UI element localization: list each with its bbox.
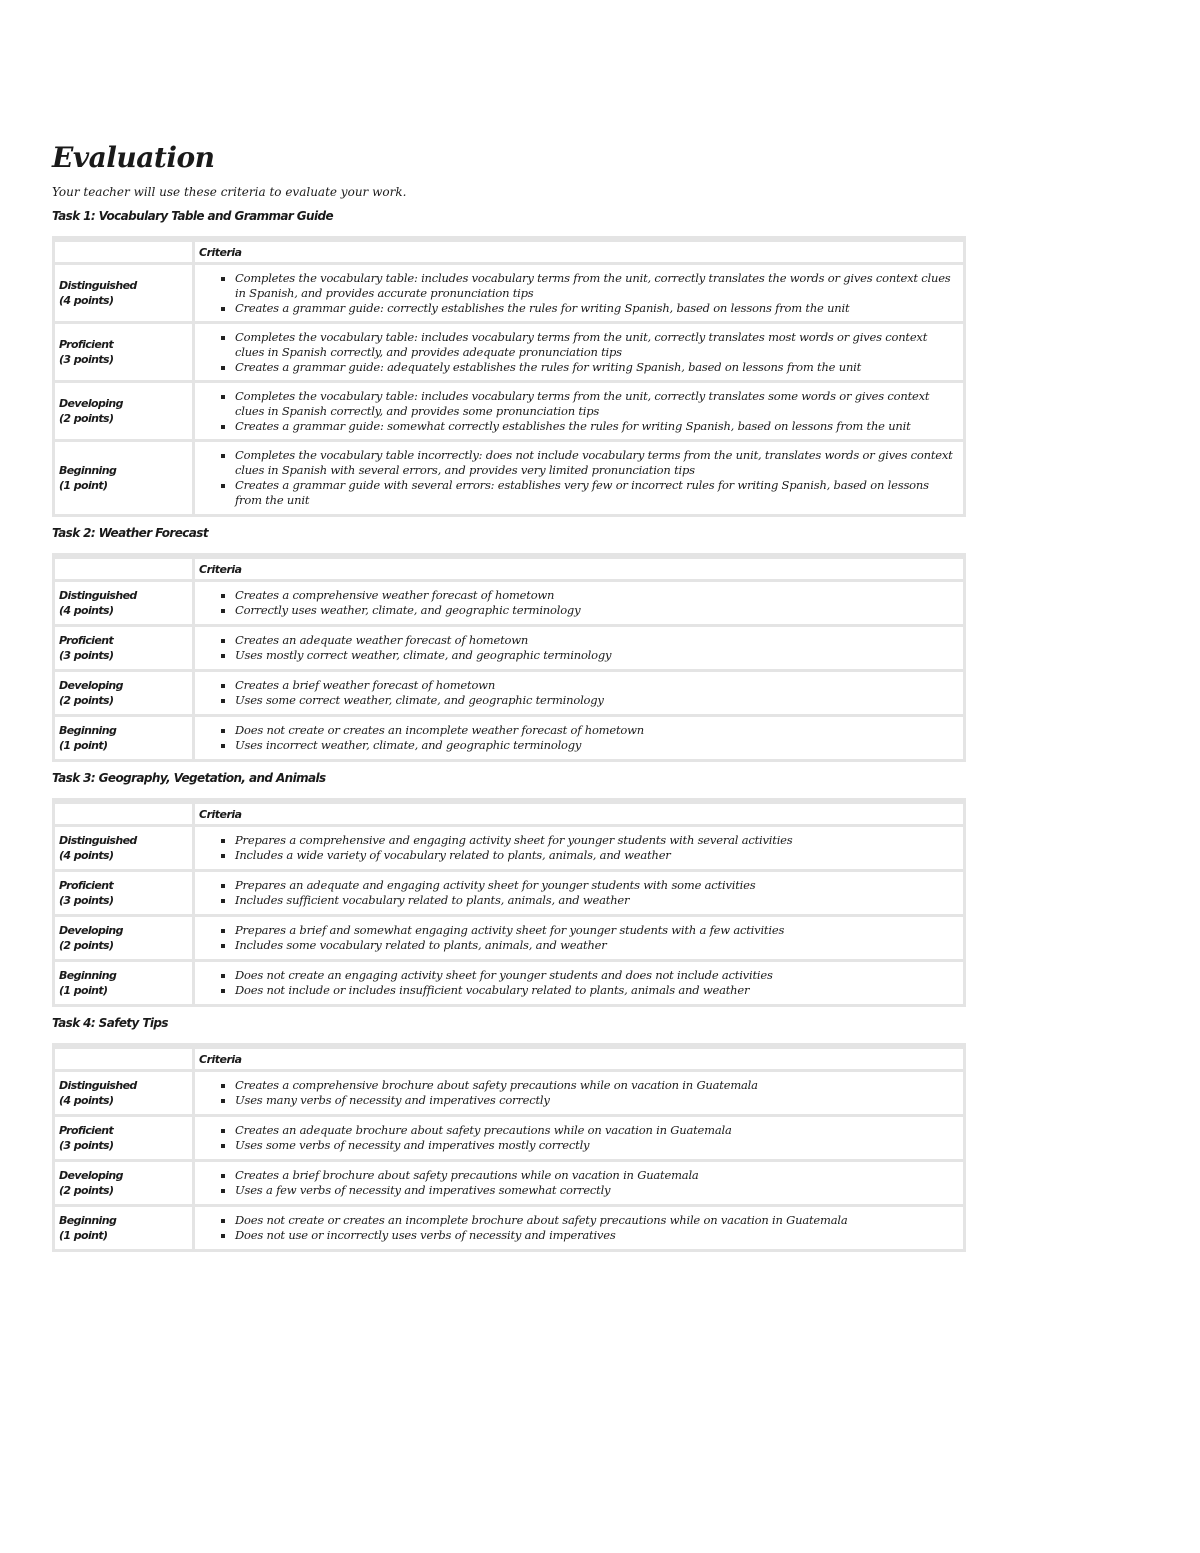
criteria-item: Completes the vocabulary table incorrectly: does not include vocabulary terms from the unit, translates words or gives context clues in Spanish with several errors, and provides very limited pronunciation tips	[235, 448, 959, 478]
rubric-row	[55, 262, 963, 321]
criteria-cell	[192, 1159, 963, 1204]
evaluation-page	[52, 138, 966, 1252]
level-name: Beginning	[59, 724, 117, 737]
rubric-table	[52, 236, 966, 517]
criteria-item: Prepares a comprehensive and engaging activity sheet for younger students with several activities	[235, 833, 959, 848]
criteria-list	[199, 833, 959, 863]
level-cell	[55, 321, 192, 380]
rubric-table	[52, 1043, 966, 1252]
criteria-cell	[192, 869, 963, 914]
level-cell	[55, 959, 192, 1004]
criteria-item: Creates a brief weather forecast of hometown	[235, 678, 959, 693]
criteria-list	[199, 271, 959, 316]
criteria-list	[199, 1078, 959, 1108]
criteria-item: Creates a brief brochure about safety precautions while on vacation in Guatemala	[235, 1168, 959, 1183]
rubric-header-row	[55, 239, 963, 262]
level-name: Proficient	[59, 879, 114, 892]
level-cell	[55, 262, 192, 321]
level-cell	[55, 579, 192, 624]
empty-header-cell	[55, 1046, 192, 1069]
level-cell	[55, 869, 192, 914]
rubric-row	[55, 669, 963, 714]
rubric-header-row	[55, 556, 963, 579]
criteria-item: Does not create an engaging activity sheet for younger students and does not include activities	[235, 968, 959, 983]
level-points: (2 points)	[59, 412, 114, 425]
level-cell	[55, 914, 192, 959]
level-name: Beginning	[59, 1214, 117, 1227]
rubric-row	[55, 380, 963, 439]
criteria-item: Creates a comprehensive brochure about safety precautions while on vacation in Guatemala	[235, 1078, 959, 1093]
rubric-row	[55, 824, 963, 869]
criteria-cell	[192, 669, 963, 714]
task-heading: Task 2: Weather Forecast	[52, 526, 208, 540]
rubric-row	[55, 959, 963, 1004]
criteria-item: Creates a grammar guide: somewhat correctly establishes the rules for writing Spanish, based on lessons from the unit	[235, 419, 959, 434]
intro-text: Your teacher will use these criteria to evaluate your work.	[52, 185, 407, 199]
rubric-row	[55, 439, 963, 514]
level-name: Beginning	[59, 464, 117, 477]
criteria-item: Uses mostly correct weather, climate, and geographic terminology	[235, 648, 959, 663]
criteria-list	[199, 723, 959, 753]
criteria-header: Criteria	[192, 1046, 963, 1069]
rubric-row	[55, 579, 963, 624]
criteria-list	[199, 588, 959, 618]
criteria-item: Uses some correct weather, climate, and geographic terminology	[235, 693, 959, 708]
rubric-header-row	[55, 801, 963, 824]
criteria-list	[199, 923, 959, 953]
level-name: Distinguished	[59, 589, 137, 602]
level-name: Distinguished	[59, 279, 137, 292]
rubric-row	[55, 321, 963, 380]
criteria-item: Uses incorrect weather, climate, and geographic terminology	[235, 738, 959, 753]
level-cell	[55, 824, 192, 869]
rubric-row	[55, 869, 963, 914]
criteria-header: Criteria	[192, 239, 963, 262]
level-cell	[55, 1114, 192, 1159]
criteria-item: Does not use or incorrectly uses verbs of necessity and imperatives	[235, 1228, 959, 1243]
level-points: (1 point)	[59, 479, 108, 492]
task-heading: Task 3: Geography, Vegetation, and Animals	[52, 771, 326, 785]
criteria-cell	[192, 579, 963, 624]
level-name: Proficient	[59, 1124, 114, 1137]
criteria-item: Uses some verbs of necessity and imperatives mostly correctly	[235, 1138, 959, 1153]
criteria-item: Completes the vocabulary table: includes vocabulary terms from the unit, correctly translates the words or gives context clues in Spanish, and provides accurate pronunciation tips	[235, 271, 959, 301]
criteria-header: Criteria	[192, 801, 963, 824]
criteria-cell	[192, 1114, 963, 1159]
criteria-item: Creates a comprehensive weather forecast of hometown	[235, 588, 959, 603]
level-cell	[55, 439, 192, 514]
criteria-item: Creates a grammar guide: adequately establishes the rules for writing Spanish, based on lessons from the unit	[235, 360, 959, 375]
criteria-cell	[192, 1204, 963, 1249]
criteria-item: Creates an adequate weather forecast of hometown	[235, 633, 959, 648]
rubric-row	[55, 1114, 963, 1159]
criteria-item: Includes sufficient vocabulary related to plants, animals, and weather	[235, 893, 959, 908]
criteria-item: Completes the vocabulary table: includes vocabulary terms from the unit, correctly translates some words or gives context clues in Spanish correctly, and provides some pronunciation tips	[235, 389, 959, 419]
rubric-row	[55, 1159, 963, 1204]
criteria-cell	[192, 824, 963, 869]
page-title: Evaluation	[52, 141, 215, 174]
criteria-item: Uses many verbs of necessity and imperatives correctly	[235, 1093, 959, 1108]
criteria-cell	[192, 1069, 963, 1114]
criteria-list	[199, 389, 959, 434]
task-heading: Task 4: Safety Tips	[52, 1016, 168, 1030]
level-points: (1 point)	[59, 984, 108, 997]
criteria-list	[199, 330, 959, 375]
criteria-list	[199, 448, 959, 508]
rubric-row	[55, 1069, 963, 1114]
level-name: Developing	[59, 1169, 123, 1182]
level-name: Distinguished	[59, 834, 137, 847]
level-cell	[55, 380, 192, 439]
criteria-item: Uses a few verbs of necessity and imperatives somewhat correctly	[235, 1183, 959, 1198]
level-points: (2 points)	[59, 939, 114, 952]
level-points: (2 points)	[59, 694, 114, 707]
criteria-cell	[192, 959, 963, 1004]
level-cell	[55, 1069, 192, 1114]
criteria-item: Creates a grammar guide: correctly establishes the rules for writing Spanish, based on lessons from the unit	[235, 301, 959, 316]
level-points: (1 point)	[59, 1229, 108, 1242]
criteria-item: Creates a grammar guide with several errors: establishes very few or incorrect rules for writing Spanish, based on lessons from the unit	[235, 478, 959, 508]
criteria-item: Includes some vocabulary related to plants, animals, and weather	[235, 938, 959, 953]
level-points: (1 point)	[59, 739, 108, 752]
rubric-header-row	[55, 1046, 963, 1069]
criteria-cell	[192, 321, 963, 380]
level-name: Distinguished	[59, 1079, 137, 1092]
criteria-item: Does not create or creates an incomplete brochure about safety precautions while on vacation in Guatemala	[235, 1213, 959, 1228]
criteria-item: Creates an adequate brochure about safety precautions while on vacation in Guatemala	[235, 1123, 959, 1138]
empty-header-cell	[55, 801, 192, 824]
level-cell	[55, 714, 192, 759]
criteria-cell	[192, 714, 963, 759]
criteria-item: Prepares a brief and somewhat engaging activity sheet for younger students with a few activities	[235, 923, 959, 938]
level-points: (4 points)	[59, 1094, 114, 1107]
criteria-item: Does not include or includes insufficient vocabulary related to plants, animals and weather	[235, 983, 959, 998]
level-cell	[55, 669, 192, 714]
rubric-row	[55, 1204, 963, 1249]
rubric-row	[55, 624, 963, 669]
level-points: (3 points)	[59, 649, 114, 662]
level-name: Developing	[59, 679, 123, 692]
level-cell	[55, 1159, 192, 1204]
level-points: (3 points)	[59, 1139, 114, 1152]
level-points: (3 points)	[59, 894, 114, 907]
criteria-item: Prepares an adequate and engaging activity sheet for younger students with some activities	[235, 878, 959, 893]
criteria-cell	[192, 262, 963, 321]
criteria-list	[199, 968, 959, 998]
criteria-item: Correctly uses weather, climate, and geographic terminology	[235, 603, 959, 618]
level-points: (4 points)	[59, 849, 114, 862]
rubric-table	[52, 553, 966, 762]
level-name: Proficient	[59, 634, 114, 647]
criteria-list	[199, 1123, 959, 1153]
level-name: Beginning	[59, 969, 117, 982]
empty-header-cell	[55, 239, 192, 262]
level-cell	[55, 1204, 192, 1249]
criteria-cell	[192, 380, 963, 439]
criteria-list	[199, 678, 959, 708]
criteria-item: Includes a wide variety of vocabulary related to plants, animals, and weather	[235, 848, 959, 863]
criteria-cell	[192, 914, 963, 959]
criteria-item: Completes the vocabulary table: includes vocabulary terms from the unit, correctly translates most words or gives context clues in Spanish correctly, and provides adequate pronunciation tips	[235, 330, 959, 360]
criteria-cell	[192, 439, 963, 514]
rubric-table	[52, 798, 966, 1007]
criteria-header: Criteria	[192, 556, 963, 579]
task-heading: Task 1: Vocabulary Table and Grammar Guide	[52, 209, 334, 223]
criteria-list	[199, 1168, 959, 1198]
level-name: Proficient	[59, 338, 114, 351]
rubric-row	[55, 914, 963, 959]
task-list	[52, 208, 966, 1252]
criteria-list	[199, 633, 959, 663]
level-name: Developing	[59, 397, 123, 410]
empty-header-cell	[55, 556, 192, 579]
level-points: (4 points)	[59, 294, 114, 307]
rubric-row	[55, 714, 963, 759]
criteria-list	[199, 1213, 959, 1243]
level-points: (4 points)	[59, 604, 114, 617]
level-points: (2 points)	[59, 1184, 114, 1197]
level-points: (3 points)	[59, 353, 114, 366]
criteria-cell	[192, 624, 963, 669]
criteria-item: Does not create or creates an incomplete weather forecast of hometown	[235, 723, 959, 738]
level-cell	[55, 624, 192, 669]
level-name: Developing	[59, 924, 123, 937]
criteria-list	[199, 878, 959, 908]
